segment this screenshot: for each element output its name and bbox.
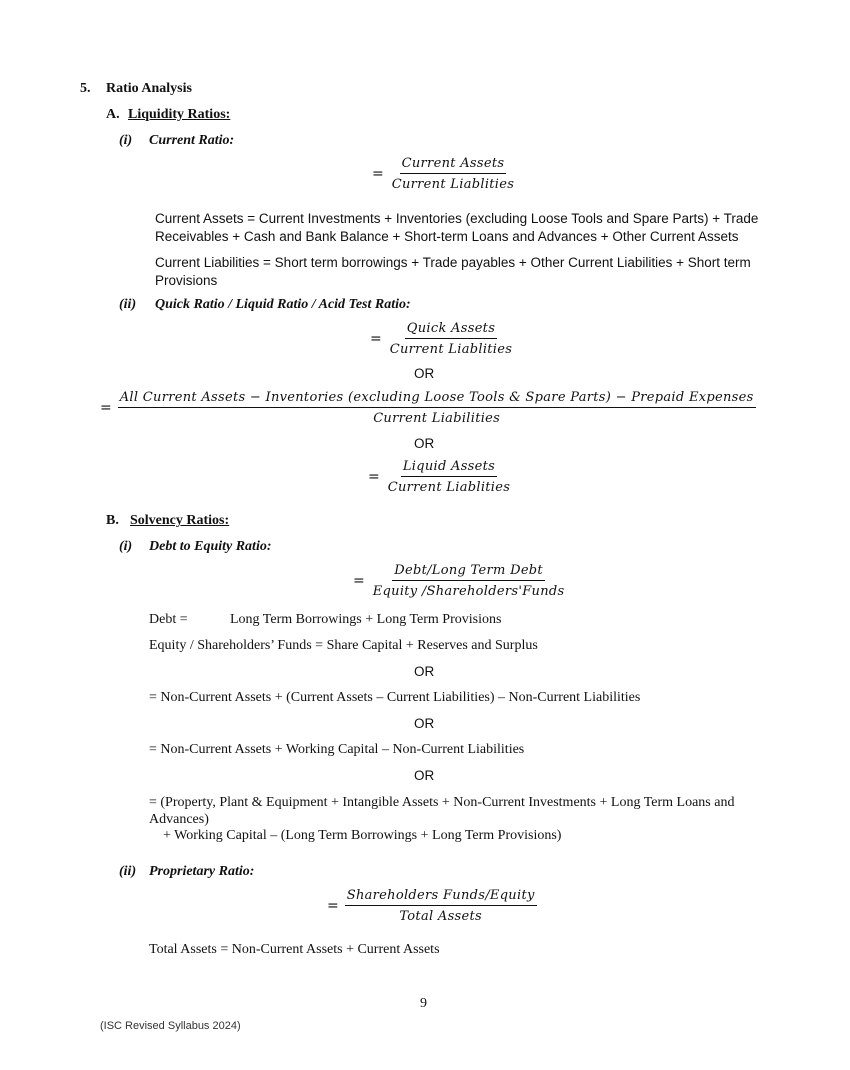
quick-ratio-formula-1: = $\frac{\text{Quick Assets}}{\text{Current Liablities}}$ [370, 321, 513, 357]
page-number: 9 [420, 996, 427, 1011]
quick-ratio-num: (ii) [119, 297, 137, 312]
or-text: OR [414, 436, 435, 451]
quick-assets-numerator: Quick Assets [405, 321, 497, 339]
liquidity-letter: A. [106, 107, 120, 122]
liquid-assets-denominator: Current Liablities [387, 480, 511, 495]
current-liabilities-denominator: Current Liabilities [373, 411, 501, 426]
or-text: OR [414, 768, 435, 783]
debt-equity-num: (i) [119, 539, 133, 554]
liquidity-title: Liquidity Ratios: [128, 107, 231, 122]
current-ratio-denominator: Current Liablities [391, 177, 515, 192]
or-text: OR [414, 664, 435, 679]
or-text: OR [414, 716, 435, 731]
current-ratio-numerator: Current Assets [400, 156, 507, 174]
equity-alternative-1: = Non-Current Assets + (Current Assets – Current Liabilities) – Non-Current Liabilities [149, 690, 641, 705]
proprietary-num: (ii) [119, 864, 137, 879]
current-ratio-num: (i) [119, 133, 133, 148]
debt-value: Long Term Borrowings + Long Term Provisions [230, 612, 502, 627]
or-text: OR [414, 366, 435, 381]
section-title: Ratio Analysis [106, 81, 192, 96]
total-assets-definition: Total Assets = Non-Current Assets + Current Assets [149, 942, 440, 957]
equity-alternative-2: = Non-Current Assets + Working Capital – Non-Current Liabilities [149, 742, 525, 757]
quick-ratio-label: Quick Ratio / Liquid Ratio / Acid Test Ratio: [155, 297, 411, 312]
debt-numerator: Debt/Long Term Debt [392, 563, 545, 581]
debt-equity-formula: = $\frac{\text{Debt/Long Term Debt}}{\text{Equity /Shareholders'Funds}}$ [353, 563, 565, 599]
equity-definition: Equity / Shareholders’ Funds = Share Capital + Reserves and Surplus [149, 638, 538, 653]
equity-denominator: Equity /Shareholders'Funds [372, 584, 565, 599]
current-ratio-label: Current Ratio: [149, 133, 235, 148]
proprietary-formula: = $\frac{\text{Shareholders Funds/Equity}}{\text{Total Assets}}$ [327, 888, 535, 924]
current-assets-definition: Current Assets = Current Investments + Inventories (excluding Loose Tools and Spare Parts) + Trade Receivables + Cash and Bank Balance + Short-term Loans and Advances + Other Current Assets [155, 211, 759, 244]
solvency-letter: B. [106, 513, 119, 528]
quick-assets-denominator: Current Liablities [389, 342, 513, 357]
equity-alternative-3: = (Property, Plant & Equipment + Intangible Assets + Non-Current Investments + Long Term Loans and Advances) [149, 795, 735, 827]
equity-alternative-3-continued: + Working Capital – (Long Term Borrowings + Long Term Provisions) [163, 828, 562, 843]
quick-ratio-formula-2: = All Current Assets − Inventories (excluding Loose Tools & Spare Parts) − Prepaid Expenses Current Liabilities [100, 390, 754, 426]
solvency-title: Solvency Ratios: [130, 513, 230, 528]
quick-ratio-formula-3: = $\frac{\text{Liquid Assets}}{\text{Current Liablities}}$ [368, 459, 511, 495]
debt-label: Debt = [149, 612, 188, 627]
proprietary-label: Proprietary Ratio: [149, 864, 255, 879]
current-liabilities-definition: Current Liabilities = Short term borrowings + Trade payables + Other Current Liabilities + Short term Provisions [155, 255, 751, 288]
shareholders-funds-numerator: Shareholders Funds/Equity [345, 888, 537, 906]
section-number: 5. [80, 81, 91, 96]
all-current-assets-numerator: All Current Assets − Inventories (excluding Loose Tools & Spare Parts) − Prepaid Expenses [118, 390, 756, 408]
total-assets-denominator: Total Assets [399, 909, 483, 924]
footer-note: (ISC Revised Syllabus 2024) [100, 1020, 241, 1032]
current-ratio-formula: = $\frac{\text{Current Assets}}{\text{Current Liablities}}$ [372, 156, 515, 192]
liquid-assets-numerator: Liquid Assets [401, 459, 497, 477]
debt-equity-label: Debt to Equity Ratio: [149, 539, 272, 554]
